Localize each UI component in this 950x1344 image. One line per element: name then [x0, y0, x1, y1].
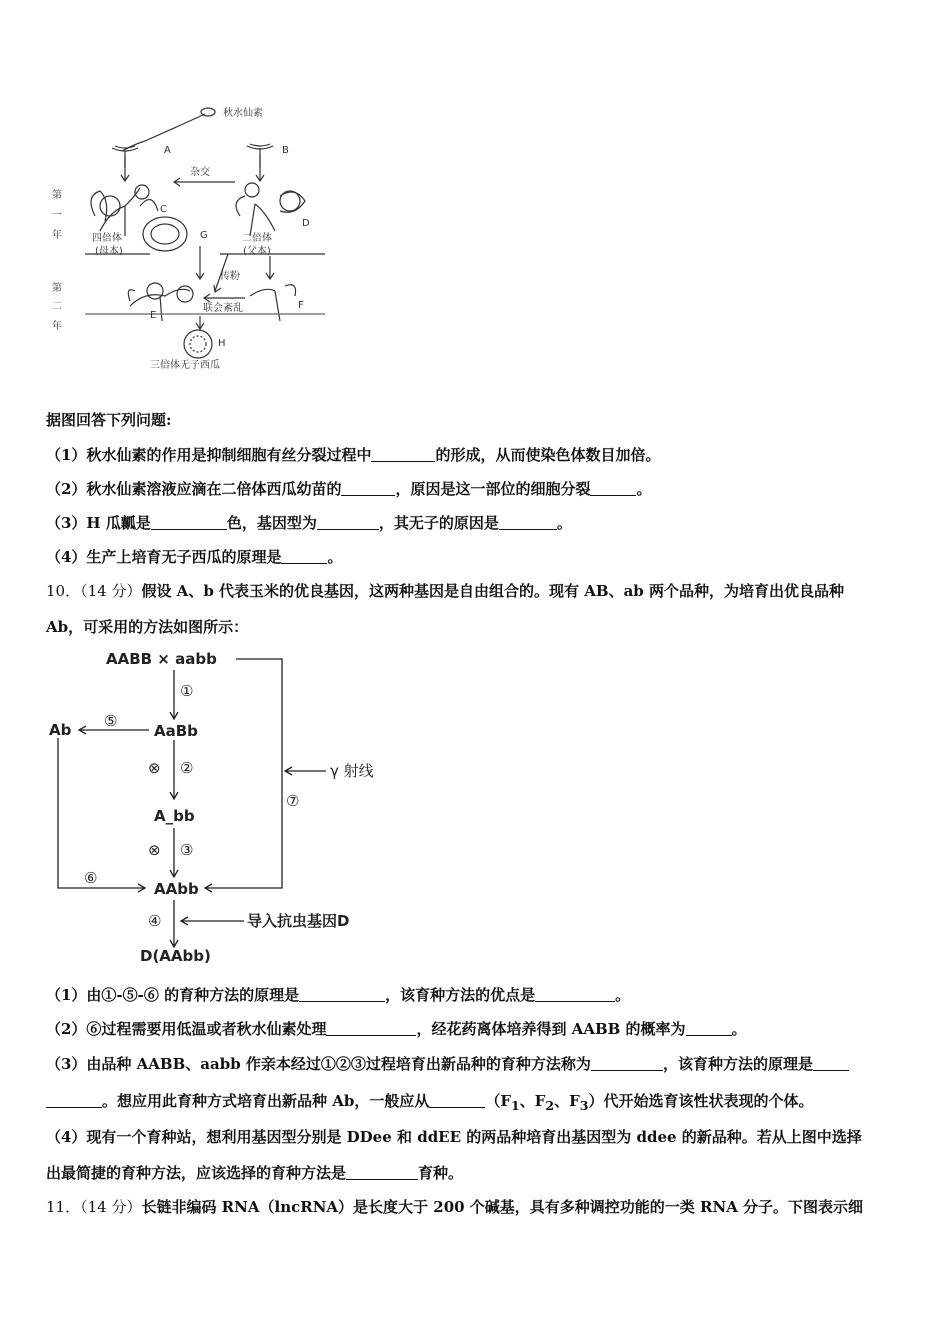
leaf-d1 — [280, 191, 300, 211]
fig1-father: (父本) — [243, 246, 271, 257]
step-5: ⑤ — [104, 712, 118, 730]
q9-part2: （2）秋水仙素溶液应滴在二倍体西瓜幼苗的 ，原因是这一部位的细胞分裂 。 — [46, 480, 652, 498]
aabb-pure: AAbb — [154, 880, 199, 898]
fig1-year1-3: 年 — [52, 230, 62, 241]
plant-f — [250, 285, 296, 321]
self-cross-1: ⊗ — [148, 759, 161, 777]
fig1-year2-1: 第 — [52, 283, 62, 294]
arrow-to-h — [196, 316, 204, 329]
watermelon-g-inner — [151, 224, 179, 244]
q9-part1: （1）秋水仙素的作用是抑制细胞有丝分裂过程中 的形成，从而使染色体数目加倍。 — [46, 446, 661, 464]
answer-blank[interactable] — [281, 549, 327, 564]
parents: AABB × aabb — [106, 650, 217, 668]
arrow-3 — [170, 828, 178, 877]
watermelon-g — [143, 217, 187, 251]
fig1-year2-3: 年 — [52, 321, 62, 332]
q9-intro: 据图回答下列问题: — [46, 411, 172, 429]
answer-blank[interactable] — [317, 515, 379, 530]
arrow-6 — [58, 738, 145, 892]
leaf-c1 — [100, 196, 120, 216]
fig1-mother: (母本) — [95, 246, 123, 257]
plant-d — [236, 192, 305, 236]
answer-blank[interactable] — [151, 515, 227, 530]
fig1-label-d: D — [302, 218, 310, 229]
dropper-bulb — [201, 108, 215, 116]
fig1-tetraploid: 四倍体 — [92, 233, 122, 244]
fig1-seedless: 三倍体无子西瓜 — [150, 360, 220, 371]
q10-part3-line1: （3）由品种 AABB、aabb 作亲本经过①②③过程培育出新品种的育种方法称为 ，该育种方法的原理是 — [46, 1054, 912, 1074]
import-gene: 导入抗虫基因D — [247, 912, 350, 930]
answer-blank[interactable] — [591, 1056, 663, 1071]
step-6: ⑥ — [84, 869, 98, 887]
aabb-f1: AaBb — [154, 722, 198, 740]
fig1-label-f: F — [298, 300, 304, 311]
cross-arrow — [174, 178, 235, 186]
watermelon-h — [184, 330, 212, 358]
step-7: ⑦ — [286, 792, 300, 810]
gene-arrow — [181, 917, 244, 925]
answer-blank[interactable] — [535, 987, 615, 1002]
q10-part1: （1）由①-⑤-⑥ 的育种方法的原理是 ，该育种方法的优点是 。 — [46, 986, 631, 1004]
fig1-label-g: G — [200, 230, 208, 241]
pollination-arrow — [204, 294, 245, 302]
leaf-e1 — [147, 283, 163, 299]
answer-blank[interactable] — [46, 1093, 102, 1108]
fig1-reagent: 秋水仙素 — [223, 108, 263, 119]
q10-stem-line1: 10．（14 分）假设 A、b 代表玉米的优良基因，这两种基因是自由组合的。现有 AB、ab 两个品种，为培育出优良品种 — [46, 582, 844, 600]
q10-part3-line2: 。想应用此育种方式培育出新品种 Ab，一般应从 （$F_1$、$F_2$、$F_3$）代开始选育该性状表现的个体。 — [46, 1091, 912, 1116]
gamma-arrow — [285, 767, 326, 775]
q10-part4-line2: 出最简捷的育种方法，应该选择的育种方法是 育种。 — [46, 1164, 464, 1182]
fig1-label-a: A — [164, 145, 171, 156]
a-bb: A_bb — [154, 807, 195, 825]
gamma-label: γ 射线 — [330, 762, 374, 780]
fig1-label-b: B — [282, 145, 289, 156]
fig1-joint: 联会紊乱 — [203, 303, 243, 314]
ab-product: Ab — [49, 721, 72, 739]
arrow-7 — [205, 659, 282, 892]
step-4: ④ — [148, 912, 162, 930]
flower-d — [245, 183, 259, 197]
answer-blank[interactable] — [326, 1021, 416, 1036]
watermelon-breeding-figure — [40, 96, 340, 381]
arrow-2 — [170, 740, 178, 799]
arrow-g-down — [196, 246, 204, 279]
answer-blank[interactable] — [686, 1021, 732, 1036]
arrow-1 — [170, 670, 178, 719]
fig1-year1-1: 第 — [52, 190, 62, 201]
q10-part4-line1: （4）现有一个育种站，想利用基因型分别是 DDee 和 ddEE 的两品种培育出基因型为 ddee 的新品种。若从上图中选择 — [46, 1128, 862, 1146]
answer-blank[interactable] — [429, 1093, 485, 1108]
fig1-cross: 杂交 — [190, 167, 210, 178]
result: D(AAbb) — [140, 947, 211, 965]
arrow-4 — [170, 900, 178, 947]
step-2: ② — [180, 759, 194, 777]
fig1-label-c: C — [160, 204, 167, 215]
arrow-b-down — [256, 154, 264, 181]
q9-part3: （3）H 瓜瓤是 色，基因型为 ，其无子的原因是 。 — [46, 514, 572, 532]
q10-part2: （2）⑥过程需要用低温或者秋水仙素处理 ，经花药离体培养得到 AABB 的概率为 。 — [46, 1020, 747, 1038]
answer-blank[interactable] — [346, 1165, 418, 1180]
arrow-d-down — [266, 256, 274, 279]
fig1-year1-2: 一 — [52, 210, 62, 221]
fig1-year2-2: 二 — [52, 301, 62, 312]
step-3: ③ — [180, 841, 194, 859]
arrow-a-down — [121, 156, 129, 181]
answer-blank[interactable] — [499, 515, 557, 530]
q9-part4: （4）生产上培育无子西瓜的原理是 。 — [46, 548, 343, 566]
answer-blank[interactable] — [813, 1056, 849, 1071]
self-cross-2: ⊗ — [148, 841, 161, 859]
dropper-tube — [145, 114, 205, 141]
watermelon-h-inner — [190, 336, 206, 352]
fig1-diploid: 二倍体 — [242, 233, 272, 244]
answer-blank[interactable] — [590, 481, 636, 496]
answer-blank[interactable] — [299, 987, 385, 1002]
q10-stem-line2: Ab，可采用的方法如图所示： — [46, 618, 249, 636]
leaf-e2 — [177, 286, 193, 302]
fig1-label-h: H — [218, 338, 226, 349]
plant-e — [128, 289, 190, 321]
answer-blank[interactable] — [371, 447, 435, 462]
fig1-pollination: 传粉 — [220, 271, 240, 282]
q11-stem: 11．（14 分）长链非编码 RNA（lncRNA）是长度大于 200 个碱基，具有多种调控功能的一类 RNA 分子。下图表示细 — [46, 1198, 864, 1216]
answer-blank[interactable] — [341, 481, 395, 496]
breeding-flow-diagram — [44, 648, 384, 966]
fig1-label-e: E — [150, 310, 157, 321]
step-1: ① — [180, 682, 194, 700]
